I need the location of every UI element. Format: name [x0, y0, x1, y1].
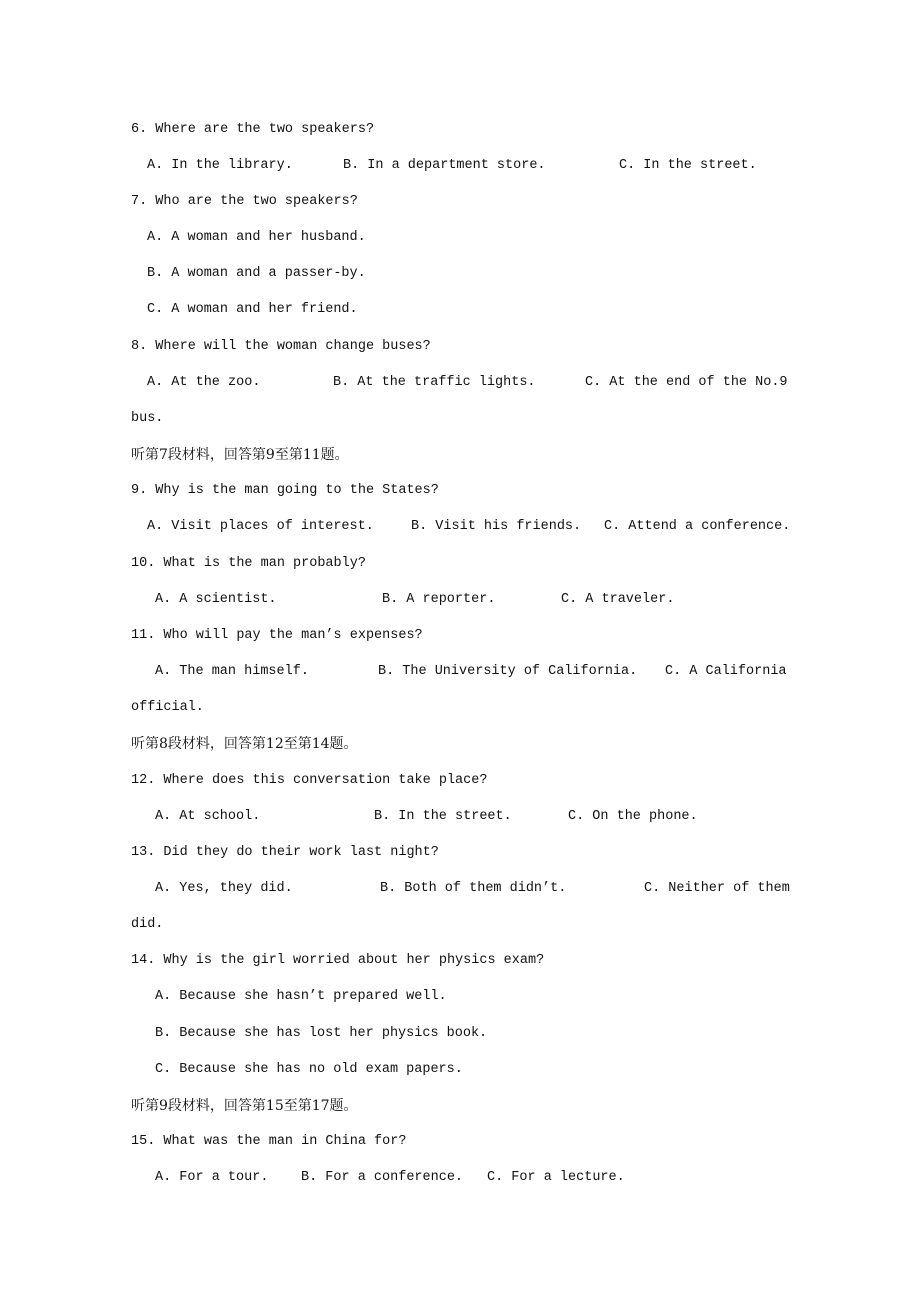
option-b: B. At the traffic lights. [333, 375, 536, 390]
option-c: C. Because she has no old exam papers. [155, 1062, 463, 1077]
option-a: A. In the library. [147, 158, 293, 173]
option-c-continued: bus. [131, 411, 164, 426]
option-a: A. For a tour. [155, 1170, 269, 1185]
option-a: A. The man himself. [155, 664, 309, 679]
question-stem: 6. Where are the two speakers? [131, 122, 375, 137]
option-b: B. For a conference. [301, 1170, 464, 1185]
option-c: C. On the phone. [568, 809, 698, 824]
section-heading: 听第7段材料，回答第9至第11题。 [131, 447, 349, 463]
option-b: B. Visit his friends. [411, 519, 582, 534]
option-c: C. Attend a conference. [604, 519, 791, 534]
option-b: B. A woman and a passer-by. [147, 266, 366, 281]
option-a: A. Because she hasn’t prepared well. [155, 989, 447, 1004]
question-stem: 9. Why is the man going to the States? [131, 483, 439, 498]
option-a: A. A woman and her husband. [147, 230, 366, 245]
option-a: A. Visit places of interest. [147, 519, 374, 534]
question-stem: 15. What was the man in China for? [131, 1134, 407, 1149]
question-stem: 11. Who will pay the man’s expenses? [131, 628, 423, 643]
option-c: C. In the street. [619, 158, 757, 173]
option-b: B. Both of them didn’t. [380, 881, 567, 896]
option-c: C. A California [665, 664, 787, 679]
option-c-continued: did. [131, 917, 164, 932]
option-b: B. A reporter. [382, 592, 496, 607]
option-b: B. The University of California. [378, 664, 638, 679]
question-stem: 7. Who are the two speakers? [131, 194, 358, 209]
option-c: C. For a lecture. [487, 1170, 625, 1185]
question-stem: 13. Did they do their work last night? [131, 845, 439, 860]
question-stem: 10. What is the man probably? [131, 556, 366, 571]
option-c: C. At the end of the No.9 [585, 375, 788, 390]
option-c: C. A traveler. [561, 592, 675, 607]
section-heading: 听第9段材料，回答第15至第17题。 [131, 1098, 358, 1114]
option-a: A. Yes, they did. [155, 881, 293, 896]
question-stem: 8. Where will the woman change buses? [131, 339, 431, 354]
section-heading: 听第8段材料，回答第12至第14题。 [131, 736, 358, 752]
option-a: A. At school. [155, 809, 261, 824]
question-stem: 14. Why is the girl worried about her physics exam? [131, 953, 545, 968]
option-b: B. Because she has lost her physics book. [155, 1026, 488, 1041]
option-b: B. In the street. [374, 809, 512, 824]
option-c: C. A woman and her friend. [147, 302, 358, 317]
option-a: A. A scientist. [155, 592, 277, 607]
option-a: A. At the zoo. [147, 375, 261, 390]
question-stem: 12. Where does this conversation take place? [131, 773, 488, 788]
option-b: B. In a department store. [343, 158, 546, 173]
option-c-continued: official. [131, 700, 204, 715]
option-c: C. Neither of them [644, 881, 790, 896]
